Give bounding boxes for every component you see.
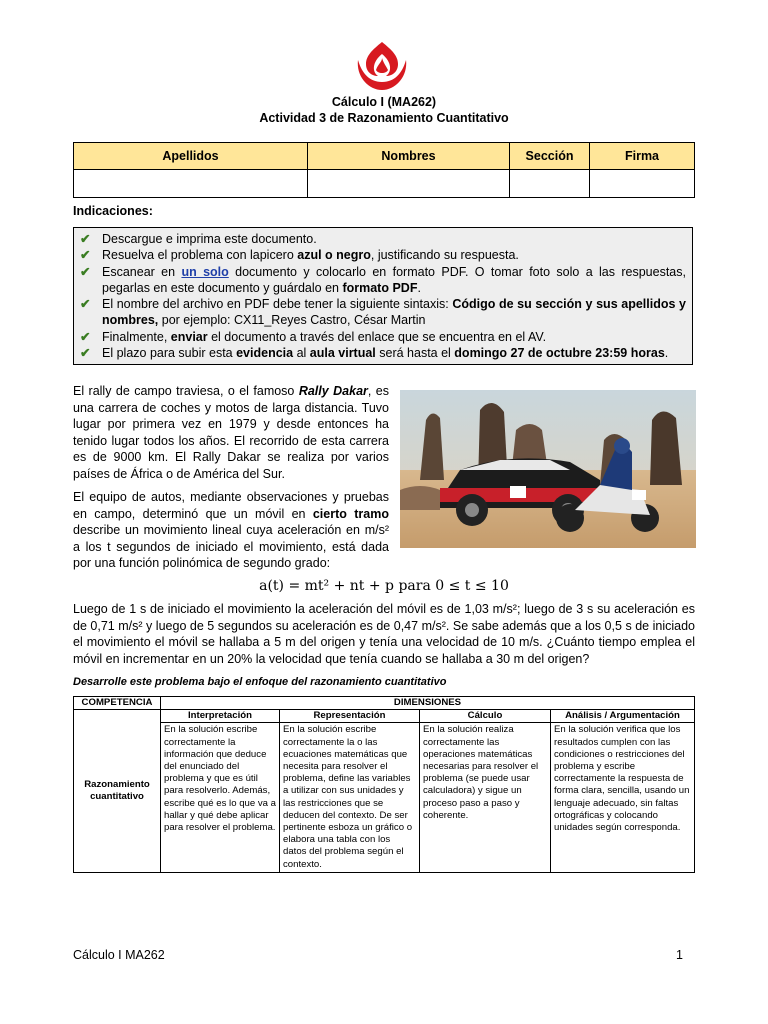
indication-item: ✔ El plazo para subir esta evidencia al aula virtual será hasta el domingo 27 de octubre 23:59 horas. <box>80 346 669 361</box>
firma-field[interactable] <box>590 170 695 198</box>
indications-label: Indicaciones: <box>73 204 153 218</box>
activity-title: Actividad 3 de Razonamiento Cuantitativo <box>259 111 509 125</box>
un-solo-link: un solo <box>181 264 229 279</box>
course-title: Cálculo I (MA262) <box>331 95 437 109</box>
apellidos-field[interactable] <box>74 170 308 198</box>
indication-item: ✔ Descargue e imprima este documento. <box>80 232 317 246</box>
dim-desc-calculo: En la solución realiza correctamente las operaciones matemáticas necesarias para resolver el problema (se puede usar calculadora) y sigue un proceso paso a paso y coherente. <box>420 723 551 872</box>
rubric-table <box>73 696 695 873</box>
page-number: 1 <box>676 948 683 962</box>
check-icon: ✔ <box>80 297 91 312</box>
indications-box <box>73 227 693 365</box>
rally-photo <box>400 390 696 548</box>
dim-desc-analisis: En la solución verifica que los resultados cumplen con las condiciones o restricciones del problema y escribe correctamente la respuesta de forma clara, sencilla, usando un lenguaje adecuado, sin faltas ortográficas y colocando unidades según corresponda. <box>551 723 695 872</box>
dim-desc-representacion: En la solución escribe correctamente la o las ecuaciones matemáticas que necesita para resolver el problema, define las variables a utilizar con sus unidades y las restricciones que se deducen del contexto. De ser pertinente esboza un gráfico o elabora una tabla con los datos del problema según el contexto. <box>280 723 420 872</box>
student-info-table <box>73 142 695 198</box>
acceleration-formula: a(t) = mt² + nt + p para 0 ≤ t ≤ 10 <box>259 578 509 594</box>
problem-statement: Luego de 1 s de iniciado el movimiento la aceleración del móvil es de 1,03 m/s²; luego de 3 s su aceleración es de 0,71 m/s² y luego de 5 segundos su aceleración es de 0,47 m/s². Se sabe además que a los 0,5 s de iniciado el movimiento el móvil se hallaba a 5 m del origen y tenía una velocidad de 10 m/s. ¿Cuánto tiempo emplea el móvil en incrementar en un 20% la velocidad que tenía cuando se hallaba a 30 m del origen? <box>73 602 695 666</box>
col-firma: Firma <box>590 143 695 170</box>
dim-header-representacion: Representación <box>280 710 420 723</box>
competencia-header: COMPETENCIA <box>74 697 161 710</box>
col-seccion: Sección <box>510 143 590 170</box>
dim-header-analisis: Análisis / Argumentación <box>551 710 695 723</box>
dim-desc-interpretacion: En la solución escribe correctamente la información que deduce del enunciado del problema y que es útil para resolverlo. Además, escribe qué es lo que va a hallar y qué debe aplicar para resolver el problema. <box>161 723 280 872</box>
col-nombres: Nombres <box>308 143 510 170</box>
indication-item: ✔ El nombre del archivo en PDF debe tener la siguiente sintaxis: Código de su sección y sus apellidos y nombres, por ejemplo: CX11_Reyes Castro, César Martin <box>80 297 686 328</box>
competencia-cell: Razonamiento cuantitativo <box>74 710 161 873</box>
flame-logo-icon <box>352 40 412 92</box>
rubric-heading: Desarrolle este problema bajo el enfoque del razonamiento cuantitativo <box>73 676 447 688</box>
intro-paragraph-2: El equipo de autos, mediante observaciones y pruebas en campo, determinó que un móvil en cierto tramo describe un movimiento lineal cuya aceleración en m/s² a los t segundos de iniciado el movimiento, está dada por una función polinómica de segundo grado: <box>73 490 389 570</box>
nombres-field[interactable] <box>308 170 510 198</box>
indication-item: ✔ Resuelva el problema con lapicero azul o negro, justificando su respuesta. <box>80 248 519 263</box>
dim-header-interpretacion: Interpretación <box>161 710 280 723</box>
indication-item: ✔ Finalmente, enviar el documento a través del enlace que se encuentra en el AV. <box>80 329 547 344</box>
dimensiones-header: DIMENSIONES <box>161 697 695 710</box>
university-logo <box>352 40 412 92</box>
check-icon: ✔ <box>80 264 91 279</box>
check-icon: ✔ <box>80 232 91 246</box>
dim-header-calculo: Cálculo <box>420 710 551 723</box>
intro-paragraph-1: El rally de campo traviesa, o el famoso Rally Dakar, es una carrera de coches y motos de larga distancia. Tuvo lugar por primera vez en 1979 y desde entonces ha tenido lugar todos los años. El recorrido de esta carrera es de 9000 km. El Rally Dakar se realiza por varios países de África o de América del Sur. <box>73 384 389 481</box>
check-icon: ✔ <box>80 329 91 344</box>
check-icon: ✔ <box>80 248 91 263</box>
check-icon: ✔ <box>80 346 91 361</box>
footer-course: Cálculo I MA262 <box>73 948 165 962</box>
indication-item: ✔ Escanear en un solo documento y colocarlo en formato PDF. O tomar foto solo a las respuestas, pegarlas en este documento y guárdalo en formato PDF. <box>80 264 686 295</box>
col-apellidos: Apellidos <box>74 143 308 170</box>
seccion-field[interactable] <box>510 170 590 198</box>
